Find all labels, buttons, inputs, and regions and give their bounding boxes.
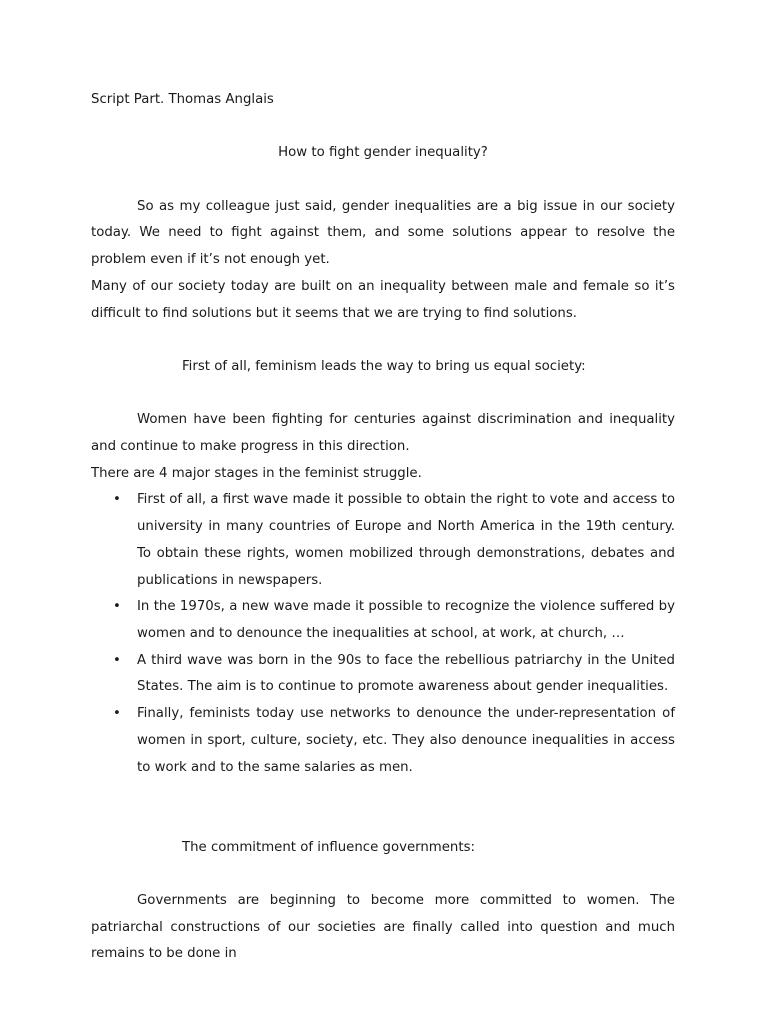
spacer: [91, 781, 675, 834]
feminist-stages-list: [91, 487, 675, 781]
intro-paragraph-2: Many of our society today are built on an inequality between male and female so it’s difficult to find solutions but it seems that we are trying to find solutions.: [91, 278, 675, 321]
spacer: [91, 114, 675, 141]
list-item-text: A third wave was born in the 90s to face the rebellious patriarchy in the United States. The aim is to continue to promote awareness about gender inequalities.: [137, 652, 675, 695]
spacer: [91, 381, 675, 408]
list-item: [91, 594, 675, 647]
section-1-heading: First of all, feminism leads the way to bring us equal society:: [182, 358, 586, 374]
spacer: [91, 167, 675, 194]
bullet-icon: •: [113, 706, 121, 722]
bullet-icon: •: [113, 652, 121, 668]
document-body: [91, 87, 675, 968]
list-item-text: Finally, feminists today use networks to denounce the under-representation of women in sport, culture, society, etc. They also denounce inequalities in access to work and to the same salaries as men.: [137, 706, 675, 775]
spacer: [91, 327, 675, 354]
list-item: [91, 487, 675, 594]
document-header: Script Part. Thomas Anglais: [91, 92, 274, 107]
document-title: How to fight gender inequality?: [278, 145, 488, 161]
section-1-paragraph-2: There are 4 major stages in the feminist struggle.: [91, 465, 422, 481]
list-item: [91, 701, 675, 781]
list-item-text: First of all, a first wave made it possible to obtain the right to vote and access to university in many countries of Europe and North America in the 19th century. To obtain these rights, women mobilized through demonstrations, debates and publications in newspapers.: [137, 492, 675, 588]
bullet-icon: •: [113, 492, 121, 508]
spacer: [91, 861, 675, 888]
section-1-paragraph-1: Women have been fighting for centuries against discrimination and inequality and continue to make progress in this direction.: [91, 412, 675, 455]
section-2-heading: The commitment of influence governments:: [182, 839, 475, 855]
list-item: [91, 648, 675, 701]
section-2-paragraph-1: Governments are beginning to become more committed to women. The patriarchal constructions of our societies are finally called into question and much remains to be done in: [91, 893, 675, 962]
list-item-text: In the 1970s, a new wave made it possible to recognize the violence suffered by women and to denounce the inequalities at school, at work, at church, …: [137, 599, 675, 641]
intro-paragraph-1: So as my colleague just said, gender inequalities are a big issue in our society today. We need to fight against them, and some solutions appear to resolve the problem even if it’s not enough yet.: [91, 198, 675, 268]
bullet-icon: •: [113, 599, 121, 615]
